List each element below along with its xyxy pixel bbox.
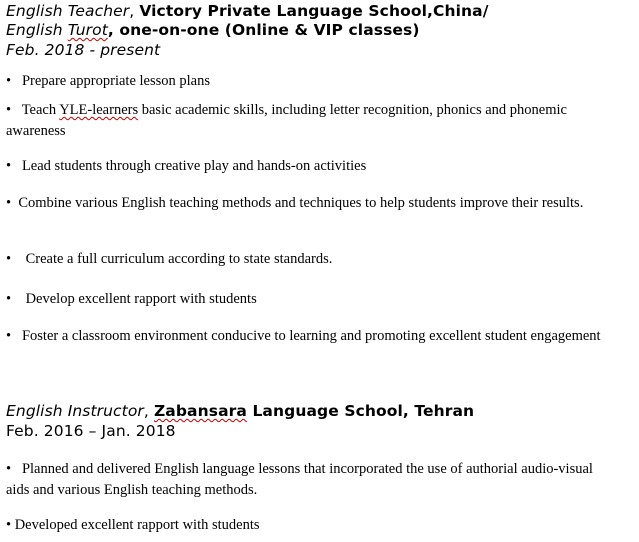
bullet-text: Planned and delivered English language lessons that incorporated the use of authorial audio-visual aids and various English teaching methods. [6,461,593,498]
bullet-text: Prepare appropriate lesson plans [21,73,210,89]
bullet-text: Foster a classroom environment conducive to learning and promoting excellent student engagement [21,328,601,344]
bullet-mark: • [6,251,12,267]
bullet-text: Create a full curriculum according to state standards. [25,251,333,267]
bullet-mark: • [6,73,12,89]
job-2-bullet-2 [6,515,630,536]
bullet-text: Teach YLE-learners basic academic skills, including letter recognition, phonics and phonemic awareness [6,102,567,139]
job-1-bullet-6 [6,289,630,310]
job-2-role: English Instructor [6,402,144,420]
bullet-mark: • [6,517,12,533]
job-2-dates: Feb. 2016 – Jan. 2018 [6,422,176,440]
job-1-separator: , [129,2,140,20]
job-1-role-2: English Turot [6,21,108,39]
job-1-title-line-1 [6,2,488,21]
bullet-mark: • [6,158,12,174]
job-1-role-2-detail: , one-on-one (Online & VIP classes) [107,21,420,39]
job-1-bullet-3 [6,156,630,177]
job-1-title-line-2 [6,21,420,40]
bullet-text: Develop excellent rapport with students [25,291,257,307]
bullet-mark: • [6,461,12,477]
bullet-text: Lead students through creative play and hands-on activities [21,158,367,174]
bullet-text: Combine various English teaching methods and techniques to help students improve their results. [18,195,584,211]
job-1-bullet-1 [6,71,630,92]
bullet-mark: • [6,102,12,118]
job-2-employer: Zabansara Language School, Tehran [153,402,475,420]
job-1-bullet-5 [6,249,630,270]
job-2-title [6,402,474,421]
bullet-mark: • [6,291,12,307]
bullet-text: Developed excellent rapport with students [14,517,260,533]
job-1-role: English Teacher [6,2,130,20]
job-2-separator: , [143,402,154,420]
bullet-mark: • [6,328,12,344]
job-1-employer: Victory Private Language School,China/ [139,2,489,20]
job-1-bullet-7 [6,326,630,347]
job-1-bullet-2 [6,100,630,142]
bullet-mark: • [6,195,12,211]
job-2-bullet-1 [6,459,618,501]
job-1-bullet-4 [6,193,596,214]
job-1-dates: Feb. 2018 - present [6,41,161,59]
